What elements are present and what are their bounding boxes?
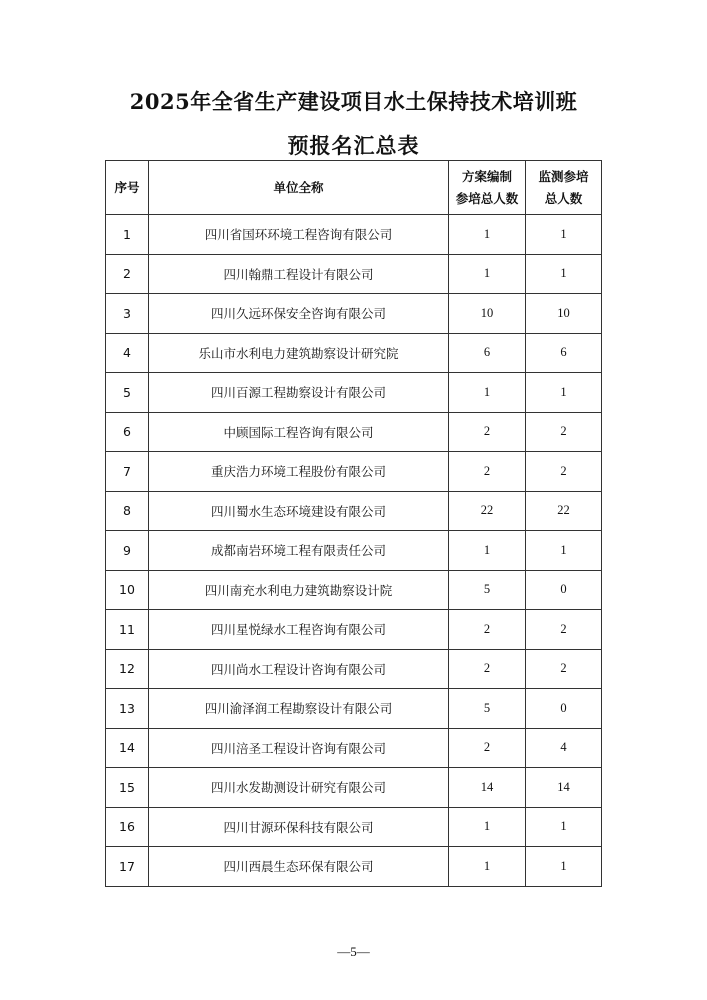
- row-plan-count: 2: [449, 728, 526, 768]
- table-row: [106, 373, 602, 413]
- row-index: 10: [106, 570, 149, 610]
- table-row: [106, 570, 602, 610]
- row-unit-name: 四川翰鼎工程设计有限公司: [149, 254, 449, 294]
- document-title: 2025年全省生产建设项目水土保持技术培训班: [129, 89, 578, 114]
- row-monitor-count: 4: [526, 728, 602, 768]
- row-plan-count: 1: [449, 373, 526, 413]
- row-plan-count: 10: [449, 294, 526, 334]
- header-monitor-line1: 监测参培: [538, 168, 589, 184]
- table-row: [106, 294, 602, 334]
- row-index: 8: [106, 491, 149, 531]
- row-index: 7: [106, 452, 149, 492]
- row-plan-count: 5: [449, 570, 526, 610]
- row-unit-name: 重庆浩力环境工程股份有限公司: [149, 452, 449, 492]
- row-index: 14: [106, 728, 149, 768]
- row-monitor-count: 1: [526, 215, 602, 255]
- row-index: 13: [106, 689, 149, 729]
- row-unit-name: 四川渝泽润工程勘察设计有限公司: [149, 689, 449, 729]
- table-row: [106, 254, 602, 294]
- table-row: [106, 531, 602, 571]
- row-monitor-count: 22: [526, 491, 602, 531]
- row-index: 3: [106, 294, 149, 334]
- row-plan-count: 6: [449, 333, 526, 373]
- table-row: [106, 610, 602, 650]
- row-unit-name: 四川水发勘测设计研究有限公司: [149, 768, 449, 808]
- row-plan-count: 2: [449, 649, 526, 689]
- row-plan-count: 2: [449, 610, 526, 650]
- row-plan-count: 5: [449, 689, 526, 729]
- row-index: 4: [106, 333, 149, 373]
- row-plan-count: 14: [449, 768, 526, 808]
- row-unit-name: 四川省国环环境工程咨询有限公司: [149, 215, 449, 255]
- row-index: 16: [106, 807, 149, 847]
- row-index: 17: [106, 847, 149, 887]
- registration-summary-table: [105, 160, 602, 887]
- row-unit-name: 四川尚水工程设计咨询有限公司: [149, 649, 449, 689]
- row-index: 15: [106, 768, 149, 808]
- header-unit-name: 单位全称: [149, 161, 449, 215]
- row-index: 6: [106, 412, 149, 452]
- row-unit-name: 乐山市水利电力建筑勘察设计研究院: [149, 333, 449, 373]
- table-body: [106, 215, 602, 887]
- row-unit-name: 四川蜀水生态环境建设有限公司: [149, 491, 449, 531]
- header-plan-count: [449, 161, 526, 215]
- table-header-row: [106, 161, 602, 215]
- row-plan-count: 2: [449, 412, 526, 452]
- table-row: [106, 768, 602, 808]
- row-unit-name: 成都南岩环境工程有限责任公司: [149, 531, 449, 571]
- row-monitor-count: 2: [526, 649, 602, 689]
- table-row: [106, 333, 602, 373]
- row-monitor-count: 2: [526, 412, 602, 452]
- row-index: 5: [106, 373, 149, 413]
- table-row: [106, 215, 602, 255]
- header-monitor-count: [526, 161, 602, 215]
- table-row: [106, 452, 602, 492]
- row-monitor-count: 1: [526, 373, 602, 413]
- header-index: 序号: [106, 161, 149, 215]
- table-row: [106, 807, 602, 847]
- row-plan-count: 1: [449, 807, 526, 847]
- row-monitor-count: 6: [526, 333, 602, 373]
- row-monitor-count: 0: [526, 689, 602, 729]
- row-monitor-count: 1: [526, 254, 602, 294]
- table-row: [106, 847, 602, 887]
- row-unit-name: 四川西晨生态环保有限公司: [149, 847, 449, 887]
- row-monitor-count: 14: [526, 768, 602, 808]
- row-plan-count: 1: [449, 215, 526, 255]
- row-unit-name: 四川涪圣工程设计咨询有限公司: [149, 728, 449, 768]
- row-index: 9: [106, 531, 149, 571]
- table-row: [106, 728, 602, 768]
- row-monitor-count: 2: [526, 610, 602, 650]
- header-monitor-line2: 总人数: [544, 190, 583, 206]
- row-index: 11: [106, 610, 149, 650]
- row-index: 2: [106, 254, 149, 294]
- page-number: —5—: [337, 944, 370, 959]
- row-unit-name: 中顾国际工程咨询有限公司: [149, 412, 449, 452]
- row-index: 1: [106, 215, 149, 255]
- header-plan-line1: 方案编制: [461, 168, 512, 184]
- row-monitor-count: 0: [526, 570, 602, 610]
- row-plan-count: 2: [449, 452, 526, 492]
- row-monitor-count: 1: [526, 847, 602, 887]
- row-monitor-count: 1: [526, 531, 602, 571]
- row-monitor-count: 1: [526, 807, 602, 847]
- table-row: [106, 491, 602, 531]
- table-row: [106, 649, 602, 689]
- row-unit-name: 四川星悦绿水工程咨询有限公司: [149, 610, 449, 650]
- row-monitor-count: 2: [526, 452, 602, 492]
- row-unit-name: 四川久远环保安全咨询有限公司: [149, 294, 449, 334]
- header-plan-line2: 参培总人数: [455, 190, 519, 206]
- row-unit-name: 四川甘源环保科技有限公司: [149, 807, 449, 847]
- document-subtitle: 预报名汇总表: [287, 133, 420, 158]
- table-row: [106, 412, 602, 452]
- row-index: 12: [106, 649, 149, 689]
- table-row: [106, 689, 602, 729]
- row-monitor-count: 10: [526, 294, 602, 334]
- row-unit-name: 四川百源工程勘察设计有限公司: [149, 373, 449, 413]
- row-unit-name: 四川南充水利电力建筑勘察设计院: [149, 570, 449, 610]
- row-plan-count: 1: [449, 847, 526, 887]
- row-plan-count: 1: [449, 531, 526, 571]
- row-plan-count: 22: [449, 491, 526, 531]
- row-plan-count: 1: [449, 254, 526, 294]
